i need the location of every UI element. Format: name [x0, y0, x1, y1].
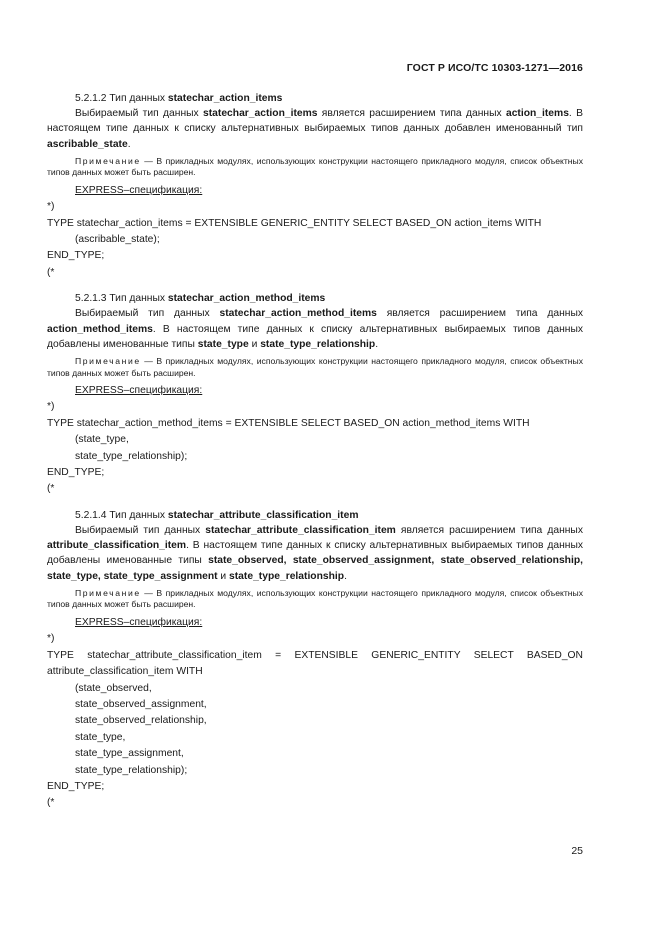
section-heading: 5.2.1.2 Тип данных statechar_action_items — [75, 93, 283, 104]
type-declaration: TYPE statechar_action_method_items = EXTENSIBLE SELECT BASED_ON action_method_items WITH — [47, 417, 530, 429]
note: Примечание — В прикладных модулях, использующих конструкции настоящего прикладного модуля, список объектных типов данных может быть расширен. — [47, 587, 583, 610]
type-declaration: TYPE statechar_attribute_classification_item = EXTENSIBLE GENERIC_ENTITY SELECT BASED_ON attribute_classification_item WITH — [47, 649, 583, 678]
type-member: state_type_relationship); — [75, 450, 188, 462]
section-statechar-action-items — [47, 91, 583, 281]
type-member: (ascribable_state); — [75, 234, 160, 246]
section-paragraph: Выбираемый тип данных statechar_action_items является расширением типа данных action_items. В настоящем типе данных к списку альтернативных выбираемых типов данных добавлен именованный тип ascribable_state. — [47, 108, 583, 150]
note: Примечание — В прикладных модулях, использующих конструкции настоящего прикладного модуля, список объектных типов данных может быть расширен. — [47, 155, 583, 178]
type-member: state_type_relationship); — [75, 764, 188, 776]
document-body — [47, 91, 583, 812]
section-paragraph: Выбираемый тип данных statechar_action_method_items является расширением типа данных action_method_items. В настоящем типе данных к списку альтернативных выбираемых типов данных добавлены именованные типы state_type и state_type_relationship. — [47, 308, 583, 350]
type-declaration: TYPE statechar_action_items = EXTENSIBLE GENERIC_ENTITY SELECT BASED_ON action_items WITH — [47, 217, 542, 229]
express-spec-label: EXPRESS–спецификация: — [75, 617, 203, 629]
note: Примечание — В прикладных модулях, использующих конструкции настоящего прикладного модуля, список объектных типов данных может быть расширен. — [47, 356, 583, 378]
section-statechar-action-method-items — [47, 291, 583, 498]
type-member: (state_type, — [75, 434, 129, 446]
section-heading: 5.2.1.3 Тип данных statechar_action_method_items — [75, 293, 326, 305]
document-header: ГОСТ Р ИСО/ТС 10303-1271—2016 — [406, 62, 583, 74]
express-spec-label: EXPRESS–спецификация: — [75, 185, 203, 196]
type-member: state_observed_relationship, — [75, 715, 207, 727]
express-spec-label: EXPRESS–спецификация: — [75, 385, 203, 397]
section-statechar-attribute-classification-item — [47, 508, 583, 812]
express-code: *) TYPE statechar_attribute_classification_item = EXTENSIBLE GENERIC_ENTITY SELECT BASED_ON attribute_classification_item WITH (state_observed, state_observed_assignment, state_observed_relationship, state_type, state_type_assignment, state_type_relationship); END_TYPE; (* — [47, 633, 583, 809]
type-member: state_observed_assignment, — [75, 698, 207, 710]
section-heading: 5.2.1.4 Тип данных statechar_attribute_classification_item — [75, 509, 359, 521]
type-member: (state_observed, — [75, 682, 152, 694]
express-code: *) TYPE statechar_action_method_items = EXTENSIBLE SELECT BASED_ON action_method_items WITH (state_type, state_type_relationship); END_TYPE; (* — [47, 399, 583, 497]
express-code: *) TYPE statechar_action_items = EXTENSIBLE GENERIC_ENTITY SELECT BASED_ON action_items WITH (ascribable_state); END_TYPE; (* — [47, 199, 583, 281]
page-number: 25 — [571, 845, 583, 857]
type-member: state_type_assignment, — [75, 748, 184, 760]
section-paragraph: Выбираемый тип данных statechar_attribute_classification_item является расширением типа данных attribute_classification_item. В настоящем типе данных к списку альтернативных выбираемых типов данных добавлены именованные типы state_observed, state_observed_assignment, state_observed_relationship, state_type, state_type_assignment и state_type_relationship. — [47, 525, 583, 582]
type-member: state_type, — [75, 731, 126, 743]
